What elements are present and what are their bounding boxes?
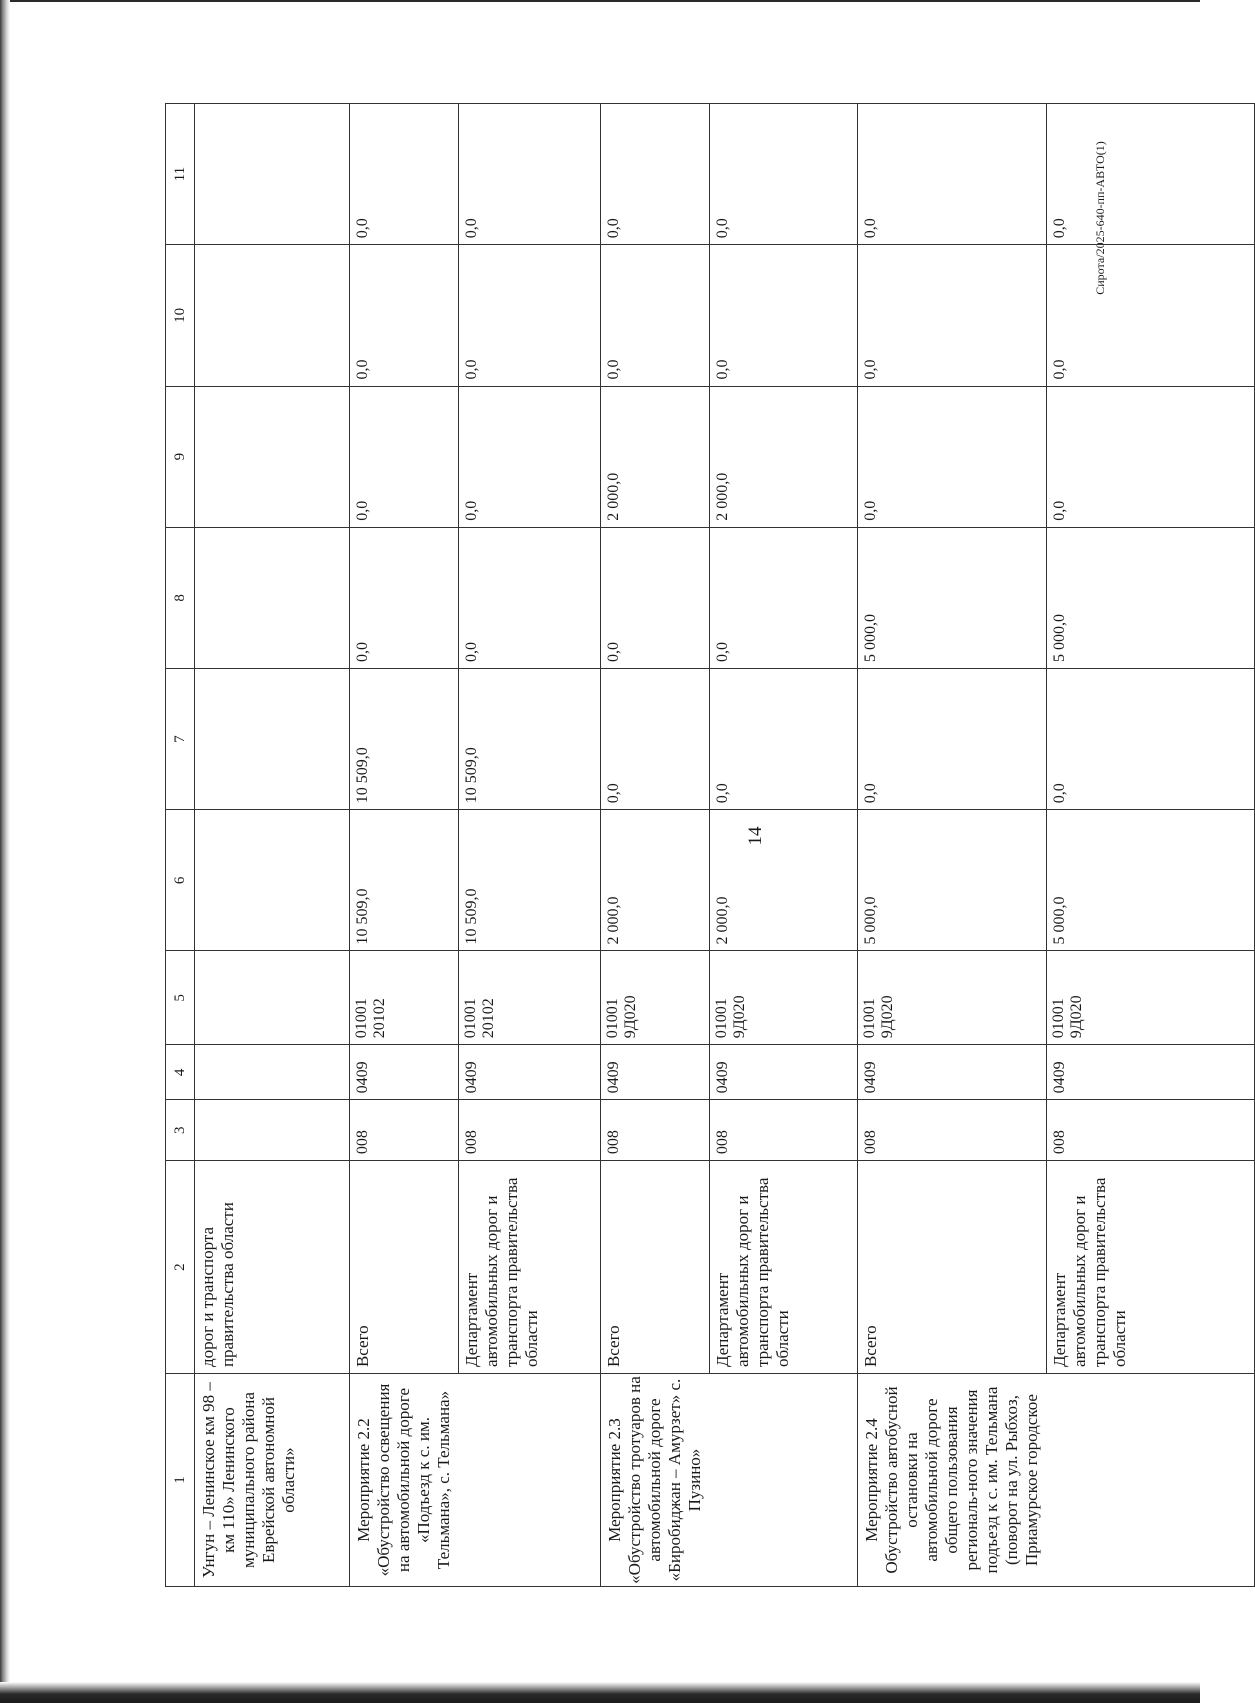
amount-cell: 0,0 bbox=[709, 104, 858, 245]
amount-cell: 0,0 bbox=[709, 527, 858, 668]
section-cell bbox=[195, 1045, 350, 1100]
target-article-cell: 01001 9Д020 bbox=[601, 951, 710, 1045]
scan-edge-top bbox=[0, 0, 1200, 2]
target-article-cell: 01001 9Д020 bbox=[858, 951, 1047, 1045]
grbs-cell: 008 bbox=[601, 1100, 710, 1161]
amount-cell: 0,0 bbox=[458, 386, 601, 527]
amount-cell: 0,0 bbox=[1046, 386, 1255, 527]
table-header-row bbox=[166, 104, 195, 1587]
grbs-cell: 008 bbox=[1046, 1100, 1255, 1161]
activity-name-cell bbox=[709, 1374, 858, 1587]
amount-cell: 2 000,0 bbox=[601, 386, 710, 527]
activity-name-cell: Мероприятие 2.4 Обустройство автобусной остановки на автомобильной дороге общего пользования региональ-ного значения подъезд к с. им. Тельмана (поворот на ул. Рыбхоз, Приамурское городское bbox=[858, 1374, 1047, 1587]
header-cell: 9 bbox=[166, 386, 195, 527]
document-code: Сирота/2025-640-пп-АВТО(1) bbox=[1093, 141, 1107, 295]
executor-cell: Всего bbox=[858, 1161, 1047, 1374]
amount-cell: 0,0 bbox=[601, 527, 710, 668]
amount-cell: 10 509,0 bbox=[350, 810, 459, 951]
executor-cell: Департамент автомобильных дорог и транспорта правительства области bbox=[709, 1161, 858, 1374]
amount-cell: 0,0 bbox=[458, 527, 601, 668]
activity-name-cell: Мероприятие 2.3 «Обустройство тротуаров на автомобильной дороге «Биробиджан – Амурзет» с. Пузино» bbox=[601, 1374, 710, 1587]
amount-cell: 2 000,0 bbox=[601, 810, 710, 951]
amount-cell bbox=[195, 527, 350, 668]
amount-cell: 5 000,0 bbox=[858, 810, 1047, 951]
amount-cell: 0,0 bbox=[858, 669, 1047, 810]
target-article-cell bbox=[195, 951, 350, 1045]
header-cell: 11 bbox=[166, 104, 195, 245]
section-cell: 0409 bbox=[458, 1045, 601, 1100]
amount-cell: 0,0 bbox=[350, 386, 459, 527]
grbs-cell: 008 bbox=[458, 1100, 601, 1161]
amount-cell: 5 000,0 bbox=[1046, 810, 1255, 951]
amount-cell: 2 000,0 bbox=[709, 386, 858, 527]
executor-cell: Всего bbox=[601, 1161, 710, 1374]
table-row bbox=[195, 104, 350, 1587]
header-cell: 1 bbox=[166, 1374, 195, 1587]
amount-cell bbox=[195, 104, 350, 245]
amount-cell: 0,0 bbox=[1046, 104, 1255, 245]
header-cell: 10 bbox=[166, 245, 195, 386]
header-cell: 7 bbox=[166, 669, 195, 810]
scan-edge-bottom bbox=[0, 1682, 1200, 1703]
grbs-cell: 008 bbox=[350, 1100, 459, 1161]
scan-edge-left bbox=[0, 0, 10, 1703]
amount-cell: 0,0 bbox=[601, 669, 710, 810]
executor-cell: Департамент автомобильных дорог и транспорта правительства области bbox=[458, 1161, 601, 1374]
amount-cell: 0,0 bbox=[1046, 245, 1255, 386]
activity-name-cell bbox=[1046, 1374, 1255, 1587]
header-cell: 8 bbox=[166, 527, 195, 668]
target-article-cell: 01001 20102 bbox=[458, 951, 601, 1045]
amount-cell: 0,0 bbox=[350, 104, 459, 245]
amount-cell: 0,0 bbox=[1046, 669, 1255, 810]
executor-cell: дорог и транспорта правительства области bbox=[195, 1161, 350, 1374]
table-row bbox=[858, 104, 1047, 1587]
table-row bbox=[350, 104, 459, 1587]
section-cell: 0409 bbox=[858, 1045, 1047, 1100]
section-cell: 0409 bbox=[601, 1045, 710, 1100]
target-article-cell: 01001 20102 bbox=[350, 951, 459, 1045]
target-article-cell: 01001 9Д020 bbox=[1046, 951, 1255, 1045]
activity-name-cell bbox=[458, 1374, 601, 1587]
table-row bbox=[1046, 104, 1255, 1587]
amount-cell bbox=[195, 245, 350, 386]
amount-cell: 0,0 bbox=[858, 245, 1047, 386]
amount-cell: 10 509,0 bbox=[458, 669, 601, 810]
table-row bbox=[458, 104, 601, 1587]
activity-name-cell: Мероприятие 2.2 «Обустройство освещения на автомобильной дороге «Подъезд к с. им. Тельмана», с. Тельмана» bbox=[350, 1374, 459, 1587]
amount-cell: 0,0 bbox=[350, 245, 459, 386]
table-row bbox=[709, 104, 858, 1587]
header-cell: 4 bbox=[166, 1045, 195, 1100]
section-cell: 0409 bbox=[350, 1045, 459, 1100]
grbs-cell: 008 bbox=[858, 1100, 1047, 1161]
amount-cell: 0,0 bbox=[458, 104, 601, 245]
amount-cell bbox=[195, 810, 350, 951]
amount-cell: 0,0 bbox=[458, 245, 601, 386]
amount-cell: 0,0 bbox=[601, 104, 710, 245]
amount-cell bbox=[195, 386, 350, 527]
header-cell: 3 bbox=[166, 1100, 195, 1161]
target-article-cell: 01001 9Д020 bbox=[709, 951, 858, 1045]
header-cell: 6 bbox=[166, 810, 195, 951]
amount-cell: 0,0 bbox=[350, 527, 459, 668]
amount-cell: 5 000,0 bbox=[858, 527, 1047, 668]
table-row bbox=[601, 104, 710, 1587]
amount-cell: 2 000,0 bbox=[709, 810, 858, 951]
executor-cell: Всего bbox=[350, 1161, 459, 1374]
amount-cell: 0,0 bbox=[709, 669, 858, 810]
amount-cell: 0,0 bbox=[601, 245, 710, 386]
section-cell: 0409 bbox=[1046, 1045, 1255, 1100]
activity-name-cell: Унгун – Ленинское км 98 – км 110» Ленинского муниципального района Еврейской автономной области» bbox=[195, 1374, 350, 1587]
budget-table bbox=[165, 103, 1255, 1587]
amount-cell: 0,0 bbox=[858, 386, 1047, 527]
amount-cell: 10 509,0 bbox=[350, 669, 459, 810]
amount-cell bbox=[195, 669, 350, 810]
grbs-cell: 008 bbox=[709, 1100, 858, 1161]
amount-cell: 10 509,0 bbox=[458, 810, 601, 951]
amount-cell: 0,0 bbox=[709, 245, 858, 386]
grbs-cell bbox=[195, 1100, 350, 1161]
section-cell: 0409 bbox=[709, 1045, 858, 1100]
amount-cell: 0,0 bbox=[858, 104, 1047, 245]
header-cell: 5 bbox=[166, 951, 195, 1045]
amount-cell: 5 000,0 bbox=[1046, 527, 1255, 668]
page-number: 14 bbox=[745, 826, 766, 846]
executor-cell: Департамент автомобильных дорог и транспорта правительства области bbox=[1046, 1161, 1255, 1374]
header-cell: 2 bbox=[166, 1161, 195, 1374]
